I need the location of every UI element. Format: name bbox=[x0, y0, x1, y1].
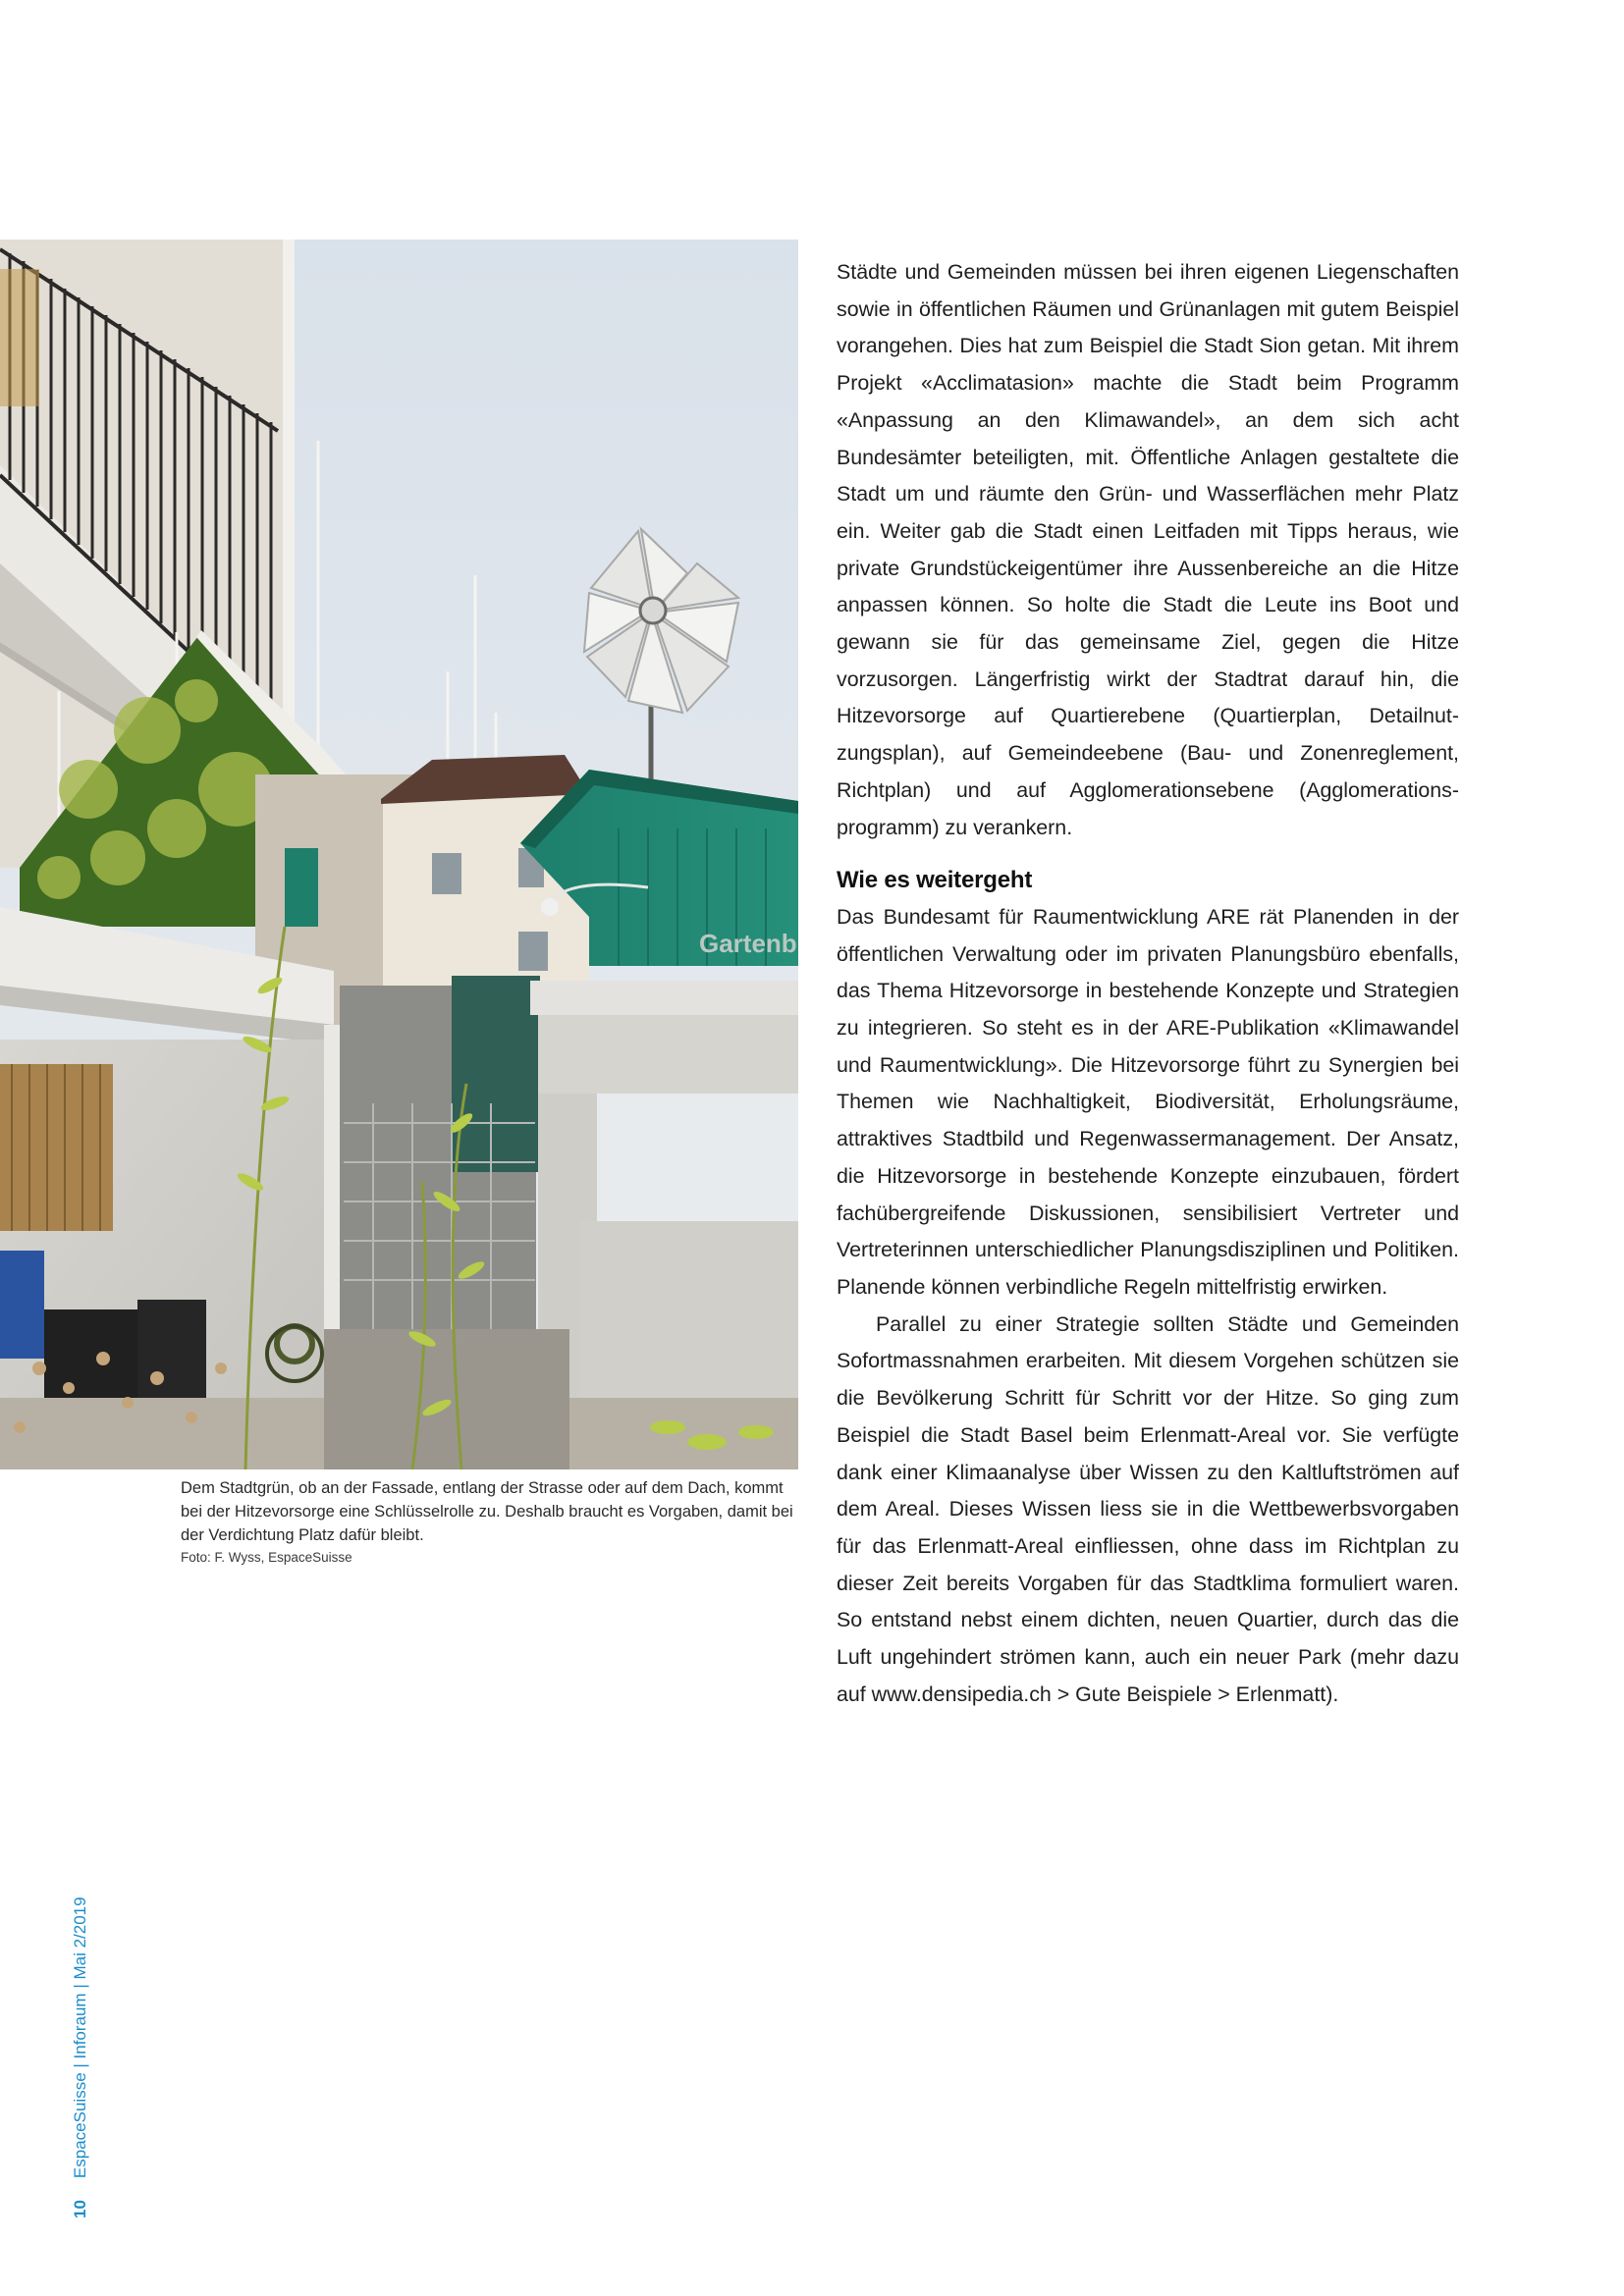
photo-illustration bbox=[0, 240, 798, 1469]
publication-info: EspaceSuisse | Inforaum | Mai 2/2019 bbox=[71, 1896, 89, 2179]
paragraph: Das Bundesamt für Raumentwicklung ARE rät Planenden in der öffentlichen Verwaltung oder im privaten Planungsbüro ebenfalls, das Thema Hitzevorsorge in bestehende Konzepte und Strategien zu integrieren. So steht es in der ARE-Publikation «Klimawandel und Raumentwicklung». Die Hitzevorsorge führt zu Synergien bei Themen wie Nachhaltigkeit, Biodiversität, Erholungsräume, attraktives Stadtbild und Regenwassermanagement. Der Ansatz, die Hitzevorsorge in bestehende Konzepte einzubauen, fördert fachübergreifende Diskussionen, sensibilisiert Vertreter und Vertreterinnen unterschiedlicher Planungsdisziplinen und Politiken. Planende können verbindliche Regeln mittelfristig erwirken. bbox=[837, 904, 1459, 1299]
article-column bbox=[837, 254, 1459, 1713]
caption-text: Dem Stadtgrün, ob an der Fassade, entlang der Strasse oder auf dem Dach, kommt bei der Hitzevorsorge eine Schlüsselrolle zu. Deshalb braucht es Vorgaben, damit bei der Verdichtung Platz dafür bleibt. bbox=[181, 1479, 793, 1544]
section-heading: Wie es weitergeht bbox=[837, 867, 1033, 894]
shed-sign: Gartenb bbox=[699, 929, 797, 958]
page-number: 10 bbox=[71, 2200, 89, 2218]
photo-credit: Foto: F. Wyss, EspaceSuisse bbox=[181, 1550, 352, 1565]
paragraph: Städte und Gemeinden müssen bei ihren eigenen Liegenschaften sowie in öffentlichen Räumen und Grünanlagen mit gutem Beispiel vorangehen. Dies hat zum Beispiel die Stadt Sion getan. Mit ihrem Projekt «Acclimatasion» machte die Stadt beim Programm «Anpassung an den Klimawandel», an dem sich acht Bundesämter beteiligten, mit. Öffentliche Anlagen gestaltete die Stadt um und räumte den Grün- und Wasserflächen mehr Platz ein. Weiter gab die Stadt einen Leitfaden mit Tipps heraus, wie private Grundstückeigentümer ihre Aussenbereiche an die Hitze anpassen können. So holte die Stadt die Leute ins Boot und gewann sie für das gemeinsame Ziel, gegen die Hitze vorzusorgen. Längerfristig wirkt der Stadtrat darauf hin, die Hitzevorsorge auf Quartierebene (Quartierplan, Detailnutzungsplan), auf Gemeindeebene (Bau- und Zonenreglement, Richtplan) und auf Agglomerationsebene (Agglomerationsprogramm) zu verankern. bbox=[837, 260, 1459, 839]
spacer bbox=[837, 846, 1459, 862]
photo-caption bbox=[181, 1476, 799, 1569]
article-photo bbox=[0, 240, 798, 1469]
page-footer bbox=[71, 1896, 90, 2218]
paragraph: Parallel zu einer Strategie sollten Städte und Gemeinden Sofortmassnahmen erarbeiten. Mit diesem Vorgehen schützen sie die Bevölkerung Schritt für Schritt vor der Hitze. So ging zum Beispiel die Stadt Basel beim Erlenmatt-Areal vor. Sie verfügte dank einer Klimaanalyse über Wissen zu den Kaltluftströmen auf dem Areal. Dieses Wissen liess sie in die Wettbewerbsvorgaben für das Erlenmatt-Areal einfliessen, ohne dass im Richtplan zu dieser Zeit bereits Vorgaben für das Stadtklima formuliert waren. So entstand nebst einem dichten, neuen Quartier, durch das die Luft ungehindert strömen kann, auch ein neuer Park (mehr dazu auf www.densipedia.ch > Gute Beispiele > Erlenmatt). bbox=[837, 1311, 1459, 1706]
